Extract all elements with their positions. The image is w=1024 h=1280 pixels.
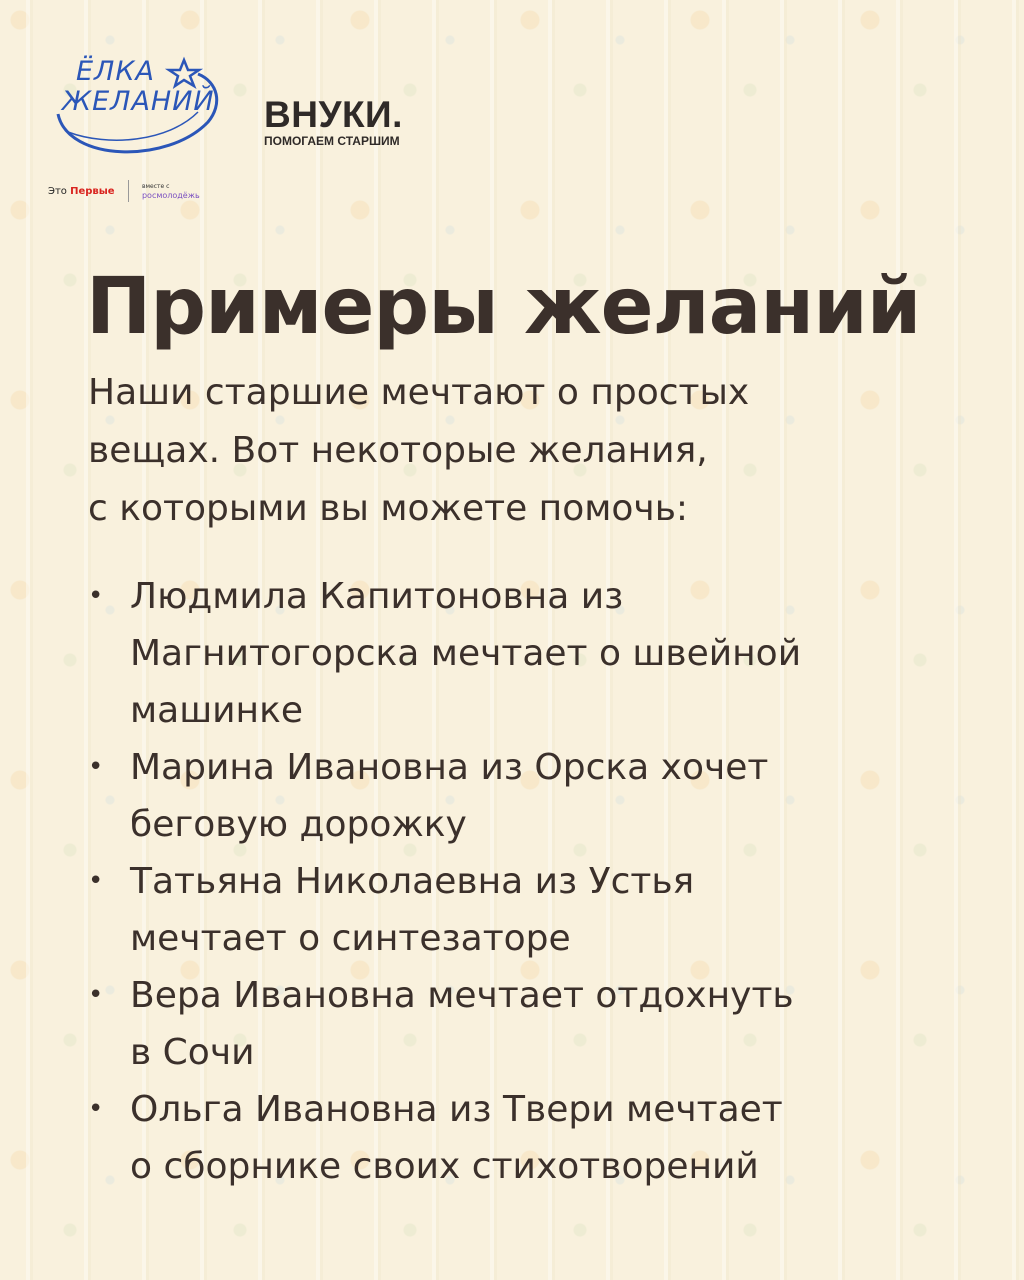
bullet-icon: • <box>88 581 104 611</box>
wish-line: мечтает о синтезаторе <box>130 918 571 959</box>
bullet-icon: • <box>88 752 104 782</box>
elka-word-2: ЖЕЛАНИЙ <box>62 86 215 117</box>
elka-word-1: ЁЛКА <box>76 56 156 87</box>
wish-line: Магнитогорска мечтает о швейной <box>130 633 802 674</box>
elka-prefix: Это <box>48 186 67 197</box>
partner-divider <box>128 180 129 202</box>
wish-item <box>86 853 946 967</box>
intro-text <box>88 364 928 538</box>
vnuki-logo <box>264 96 403 148</box>
wish-item <box>86 1081 946 1195</box>
bullet-icon: • <box>88 980 104 1010</box>
wish-line: Вера Ивановна мечтает отдохнуть <box>130 975 794 1016</box>
with-label: вместе с <box>141 183 170 190</box>
wish-line: беговую дорожку <box>130 804 467 845</box>
wish-line: Марина Ивановна из Орска хочет <box>130 747 769 788</box>
wish-item <box>86 967 946 1081</box>
pervye-brand: Первые <box>70 186 115 197</box>
wish-line: Татьяна Николаевна из Устья <box>130 861 695 902</box>
wish-line: Ольга Ивановна из Твери мечтает <box>130 1089 783 1130</box>
wish-item <box>86 568 946 739</box>
intro-line: с которыми вы можете помочь: <box>88 488 689 529</box>
page-title: Примеры желаний <box>86 262 921 352</box>
elka-partners <box>48 180 200 202</box>
bullet-icon: • <box>88 866 104 896</box>
bullet-icon: • <box>88 1094 104 1124</box>
wish-line: машинке <box>130 690 303 731</box>
wish-line: в Сочи <box>130 1032 255 1073</box>
intro-line: Наши старшие мечтают о простых <box>88 372 750 413</box>
vnuki-title: ВНУКИ. <box>264 94 403 135</box>
wish-line: о сборнике своих стихотворений <box>130 1146 759 1187</box>
rosmolodezh-brand: росмолодёжь <box>141 191 200 200</box>
wish-line: Людмила Капитоновна из <box>130 576 624 617</box>
wish-item <box>86 739 946 853</box>
elka-zhelaniy-logo <box>48 52 228 202</box>
intro-line: вещах. Вот некоторые желания, <box>88 430 708 471</box>
vnuki-subtitle: ПОМОГАЕМ СТАРШИМ <box>264 134 400 148</box>
rosmolodezh-block <box>142 182 200 200</box>
wish-list <box>86 568 946 1195</box>
